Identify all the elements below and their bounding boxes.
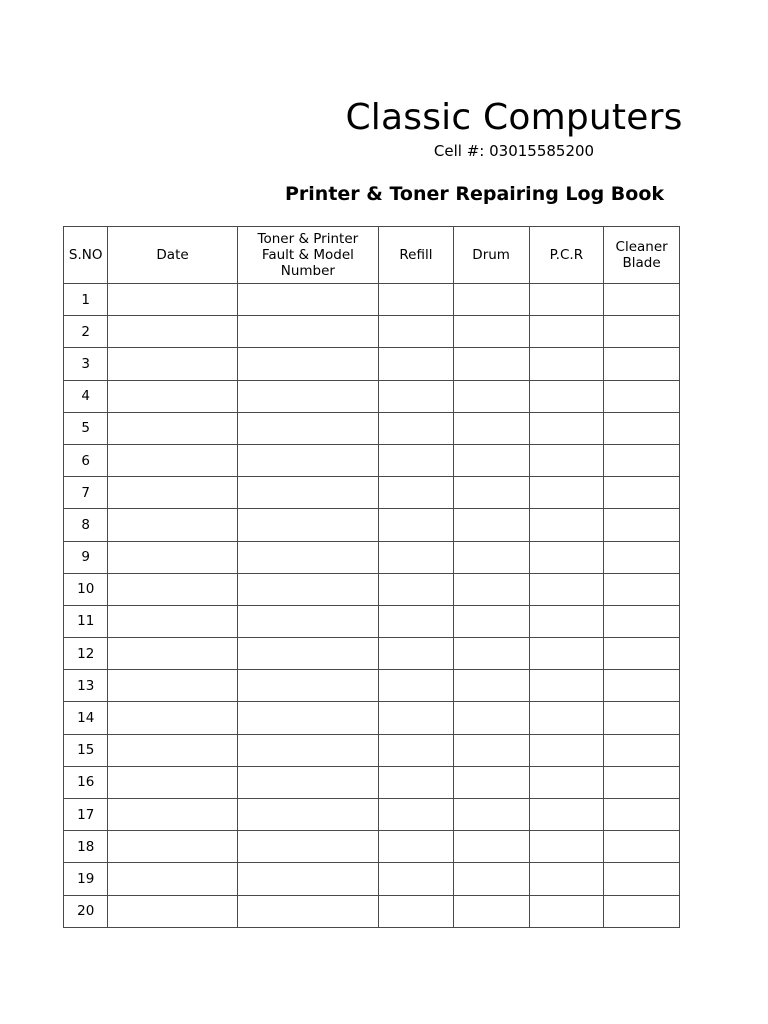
cell-date[interactable]	[108, 831, 237, 863]
table-row	[64, 799, 680, 831]
cell-blade[interactable]	[604, 412, 680, 444]
cell-fault[interactable]	[237, 284, 378, 316]
document-title: Printer & Toner Repairing Log Book	[285, 183, 665, 205]
cell-date[interactable]	[108, 670, 237, 702]
cell-blade[interactable]	[604, 799, 680, 831]
cell-date[interactable]	[108, 895, 237, 927]
cell-sno: 10	[64, 573, 108, 605]
cell-sno: 6	[64, 444, 108, 476]
cell-blade[interactable]	[604, 702, 680, 734]
header-cleaner-blade	[604, 227, 680, 284]
cell-refill[interactable]	[379, 766, 454, 798]
cell-refill[interactable]	[379, 380, 454, 412]
cell-drum[interactable]	[453, 670, 529, 702]
cell-blade[interactable]	[604, 284, 680, 316]
cell-blade[interactable]	[604, 348, 680, 380]
cell-refill[interactable]	[379, 863, 454, 895]
cell-fault[interactable]	[237, 702, 378, 734]
cell-drum[interactable]	[453, 638, 529, 670]
cell-refill[interactable]	[379, 348, 454, 380]
table-row	[64, 348, 680, 380]
cell-fault[interactable]	[237, 895, 378, 927]
cell-pcr[interactable]	[529, 348, 604, 380]
cell-blade[interactable]	[604, 477, 680, 509]
cell-date[interactable]	[108, 412, 237, 444]
cell-refill[interactable]	[379, 734, 454, 766]
table-row	[64, 412, 680, 444]
cell-date[interactable]	[108, 316, 237, 348]
cell-sno: 17	[64, 799, 108, 831]
cell-refill[interactable]	[379, 509, 454, 541]
cell-drum[interactable]	[453, 605, 529, 637]
cell-sno: 19	[64, 863, 108, 895]
cell-date[interactable]	[108, 348, 237, 380]
cell-pcr[interactable]	[529, 605, 604, 637]
cell-drum[interactable]	[453, 380, 529, 412]
cell-sno: 9	[64, 541, 108, 573]
table-header	[64, 227, 680, 284]
cell-refill[interactable]	[379, 316, 454, 348]
cell-blade[interactable]	[604, 380, 680, 412]
header-fault-model	[237, 227, 378, 284]
cell-blade[interactable]	[604, 605, 680, 637]
cell-refill[interactable]	[379, 831, 454, 863]
cell-refill[interactable]	[379, 444, 454, 476]
cell-sno: 7	[64, 477, 108, 509]
cell-sno: 13	[64, 670, 108, 702]
cell-blade[interactable]	[604, 444, 680, 476]
header-sno: S.NO	[64, 227, 108, 284]
table-row	[64, 605, 680, 637]
cell-sno: 14	[64, 702, 108, 734]
cell-refill[interactable]	[379, 284, 454, 316]
cell-fault[interactable]	[237, 670, 378, 702]
cell-sno: 8	[64, 509, 108, 541]
cell-pcr[interactable]	[529, 734, 604, 766]
cell-refill[interactable]	[379, 477, 454, 509]
cell-blade[interactable]	[604, 638, 680, 670]
cell-pcr[interactable]	[529, 412, 604, 444]
repair-log-table	[63, 226, 680, 928]
cell-date[interactable]	[108, 605, 237, 637]
cell-pcr[interactable]	[529, 477, 604, 509]
cell-fault[interactable]	[237, 573, 378, 605]
cell-date[interactable]	[108, 638, 237, 670]
cell-blade[interactable]	[604, 670, 680, 702]
table-body	[64, 284, 680, 928]
cell-refill[interactable]	[379, 638, 454, 670]
cell-fault[interactable]	[237, 477, 378, 509]
cell-drum[interactable]	[453, 702, 529, 734]
cell-pcr[interactable]	[529, 831, 604, 863]
cell-pcr[interactable]	[529, 766, 604, 798]
cell-refill[interactable]	[379, 605, 454, 637]
cell-pcr[interactable]	[529, 444, 604, 476]
cell-refill[interactable]	[379, 895, 454, 927]
cell-sno: 11	[64, 605, 108, 637]
cell-date[interactable]	[108, 863, 237, 895]
cell-sno: 18	[64, 831, 108, 863]
cell-fault[interactable]	[237, 316, 378, 348]
cell-fault[interactable]	[237, 799, 378, 831]
cell-refill[interactable]	[379, 412, 454, 444]
cell-pcr[interactable]	[529, 702, 604, 734]
cell-drum[interactable]	[453, 348, 529, 380]
cell-sno: 3	[64, 348, 108, 380]
cell-drum[interactable]	[453, 573, 529, 605]
cell-pcr[interactable]	[529, 284, 604, 316]
cell-sno: 12	[64, 638, 108, 670]
cell-drum[interactable]	[453, 863, 529, 895]
cell-drum[interactable]	[453, 284, 529, 316]
table-row	[64, 702, 680, 734]
table-row	[64, 444, 680, 476]
header-row	[64, 227, 680, 284]
company-name: Classic Computers	[345, 97, 683, 138]
table-row	[64, 541, 680, 573]
cell-pcr[interactable]	[529, 799, 604, 831]
cell-refill[interactable]	[379, 702, 454, 734]
cell-pcr[interactable]	[529, 316, 604, 348]
cell-date[interactable]	[108, 734, 237, 766]
cell-sno: 16	[64, 766, 108, 798]
table-row	[64, 380, 680, 412]
cell-sno: 4	[64, 380, 108, 412]
table-row	[64, 509, 680, 541]
cell-refill[interactable]	[379, 799, 454, 831]
table-row	[64, 638, 680, 670]
cell-blade[interactable]	[604, 831, 680, 863]
table-row	[64, 477, 680, 509]
cell-drum[interactable]	[453, 477, 529, 509]
cell-drum[interactable]	[453, 509, 529, 541]
cell-date[interactable]	[108, 284, 237, 316]
cell-refill[interactable]	[379, 670, 454, 702]
cell-drum[interactable]	[453, 799, 529, 831]
cell-date[interactable]	[108, 541, 237, 573]
cell-sno: 2	[64, 316, 108, 348]
cell-fault[interactable]	[237, 863, 378, 895]
cell-fault[interactable]	[237, 638, 378, 670]
cell-date[interactable]	[108, 444, 237, 476]
table-row	[64, 766, 680, 798]
table-row	[64, 831, 680, 863]
cell-drum[interactable]	[453, 766, 529, 798]
cell-pcr[interactable]	[529, 380, 604, 412]
cell-date[interactable]	[108, 573, 237, 605]
cell-pcr[interactable]	[529, 895, 604, 927]
cell-date[interactable]	[108, 477, 237, 509]
header-drum: Drum	[453, 227, 529, 284]
cell-fault[interactable]	[237, 509, 378, 541]
cell-date[interactable]	[108, 380, 237, 412]
cell-blade[interactable]	[604, 895, 680, 927]
header-fault-model-label: Toner & Printer Fault & Model Number	[257, 231, 359, 279]
table-row	[64, 734, 680, 766]
cell-drum[interactable]	[453, 541, 529, 573]
cell-fault[interactable]	[237, 605, 378, 637]
cell-drum[interactable]	[453, 444, 529, 476]
document-title-area	[0, 180, 680, 208]
cell-fault[interactable]	[237, 831, 378, 863]
cell-date[interactable]	[108, 766, 237, 798]
cell-blade[interactable]	[604, 766, 680, 798]
cell-drum[interactable]	[453, 895, 529, 927]
cell-sno: 5	[64, 412, 108, 444]
table-row	[64, 895, 680, 927]
cell-fault[interactable]	[237, 380, 378, 412]
cell-fault[interactable]	[237, 412, 378, 444]
cell-sno: 1	[64, 284, 108, 316]
cell-blade[interactable]	[604, 734, 680, 766]
cell-drum[interactable]	[453, 831, 529, 863]
cell-fault[interactable]	[237, 734, 378, 766]
cell-sno: 15	[64, 734, 108, 766]
cell-blade[interactable]	[604, 573, 680, 605]
cell-fault[interactable]	[237, 348, 378, 380]
cell-blade[interactable]	[604, 509, 680, 541]
cell-sno: 20	[64, 895, 108, 927]
cell-pcr[interactable]	[529, 573, 604, 605]
cell-number: Cell #: 03015585200	[433, 142, 595, 160]
cell-date[interactable]	[108, 799, 237, 831]
header-date: Date	[108, 227, 237, 284]
table-row	[64, 863, 680, 895]
cell-drum[interactable]	[453, 316, 529, 348]
cell-blade[interactable]	[604, 541, 680, 573]
table-row	[64, 316, 680, 348]
table-row	[64, 670, 680, 702]
header-pcr: P.C.R	[529, 227, 604, 284]
header-refill: Refill	[379, 227, 454, 284]
cell-pcr[interactable]	[529, 638, 604, 670]
header-cleaner-blade-label: Cleaner Blade	[615, 239, 668, 271]
cell-date[interactable]	[108, 509, 237, 541]
cell-pcr[interactable]	[529, 509, 604, 541]
cell-date[interactable]	[108, 702, 237, 734]
table-row	[64, 284, 680, 316]
cell-drum[interactable]	[453, 734, 529, 766]
cell-drum[interactable]	[453, 412, 529, 444]
cell-pcr[interactable]	[529, 863, 604, 895]
cell-fault[interactable]	[237, 444, 378, 476]
cell-fault[interactable]	[237, 541, 378, 573]
cell-blade[interactable]	[604, 863, 680, 895]
cell-refill[interactable]	[379, 573, 454, 605]
cell-fault[interactable]	[237, 766, 378, 798]
cell-blade[interactable]	[604, 316, 680, 348]
table-row	[64, 573, 680, 605]
cell-pcr[interactable]	[529, 541, 604, 573]
cell-pcr[interactable]	[529, 670, 604, 702]
cell-refill[interactable]	[379, 541, 454, 573]
